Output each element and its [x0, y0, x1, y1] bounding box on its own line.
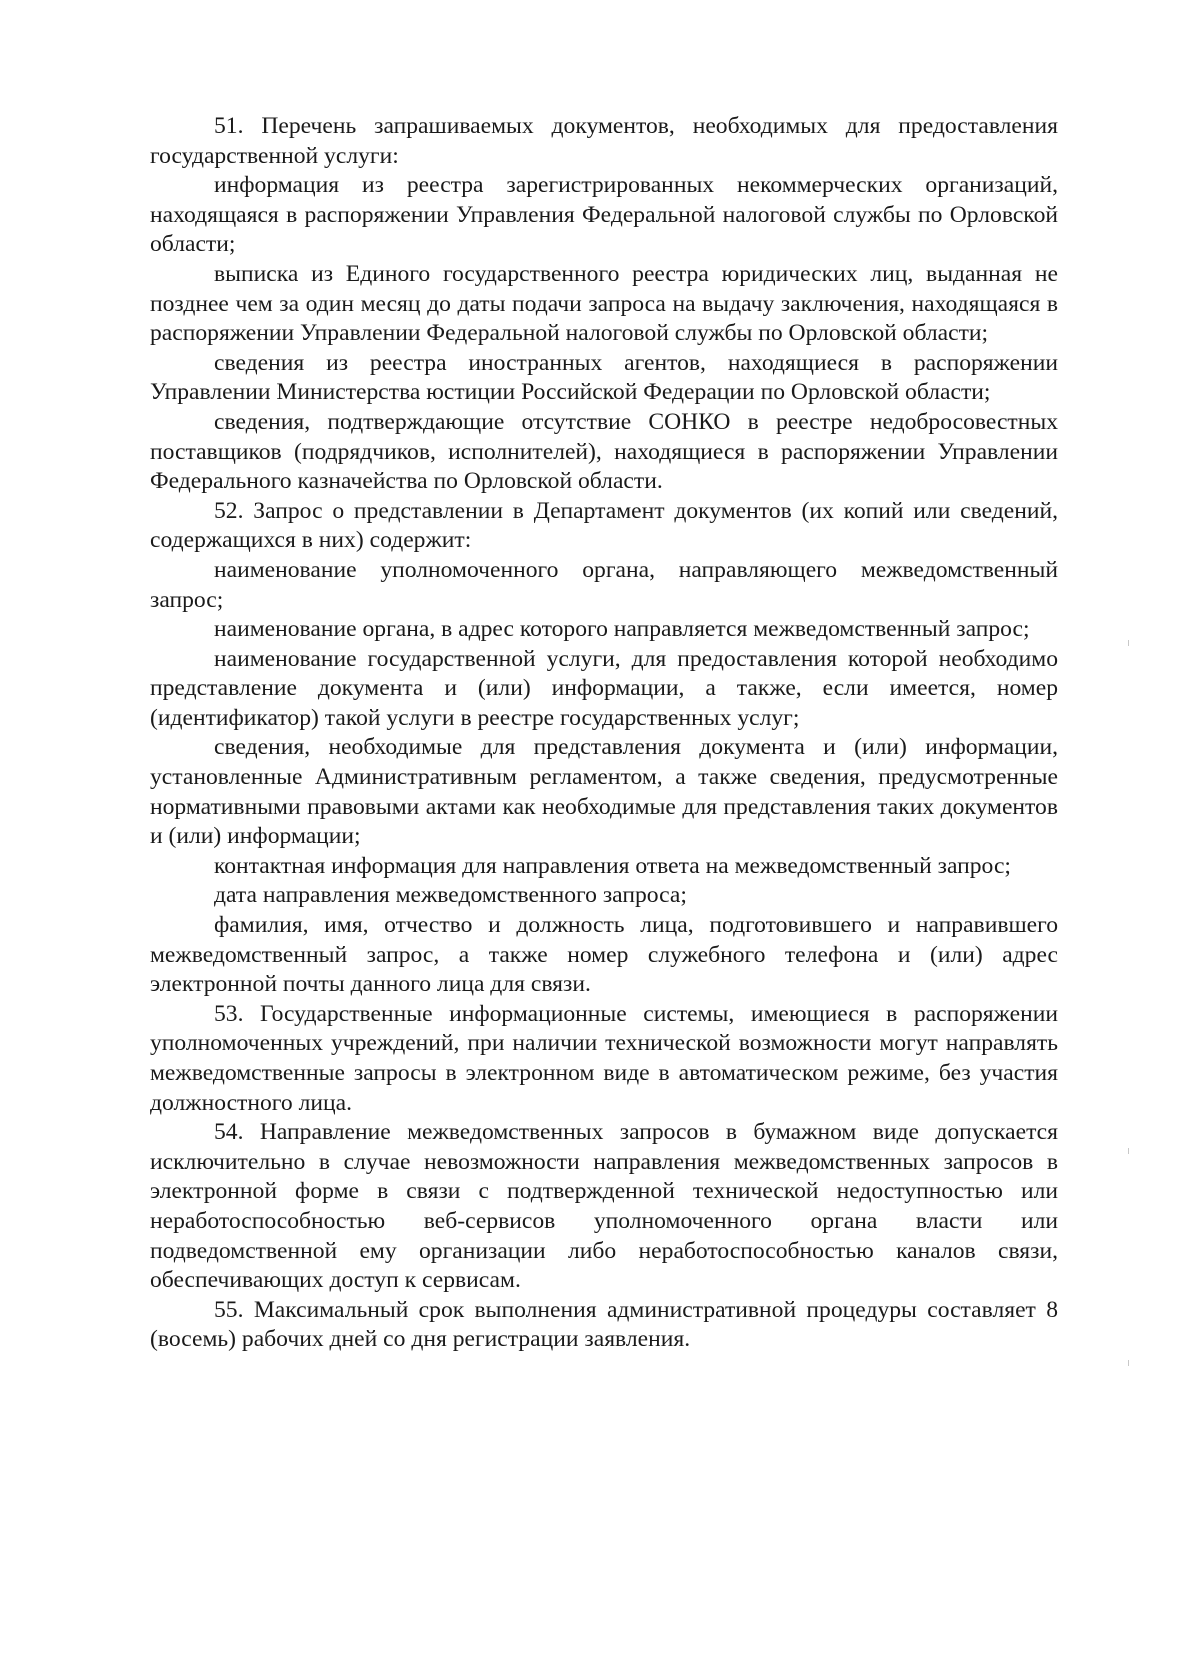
paragraph-53: 53. Государственные информационные системы, имеющиеся в распоряжении уполномоченных учреждений, при наличии технической возможности могут направлять межведомственные запросы в электронном виде в автоматическом режиме, без участия должностного лица.: [150, 1000, 1058, 1116]
scan-artifact-mark: [1128, 1148, 1129, 1154]
list-item-requesting-body: наименование уполномоченного органа, направляющего межведомственный запрос;: [150, 556, 1058, 613]
list-item-required-info: сведения, необходимые для представления документа и (или) информации, установленные Административным регламентом, а также сведения, предусмотренные нормативными правовыми актами как необходимые для представления таких документов и (или) информации;: [150, 734, 1058, 850]
scan-artifact-mark: [1128, 1360, 1129, 1366]
list-item-request-date: дата направления межведомственного запроса;: [214, 882, 687, 909]
paragraph-55: 55. Максимальный срок выполнения административной процедуры составляет 8 (восемь) рабочих дней со дня регистрации заявления.: [150, 1296, 1058, 1353]
list-item-service-name: наименование государственной услуги, для предоставления которой необходимо представление документа и (или) информации, а также, если имеется, номер (идентификатор) такой услуги в реестре государственных услуг;: [150, 645, 1058, 731]
paragraph-54: 54. Направление межведомственных запросов в бумажном виде допускается исключительно в случае невозможности направления межведомственных запросов в электронной форме в связи с подтвержденной технической недоступностью или неработоспособностью веб-сервисов уполномоченного органа власти или подведомственной ему организации либо неработоспособностью каналов связи, обеспечивающих доступ к сервисам.: [150, 1119, 1058, 1294]
list-item-contact-info: контактная информация для направления ответа на межведомственный запрос;: [214, 852, 1011, 879]
scan-artifact-mark: [1128, 640, 1129, 646]
document-body: [150, 112, 1058, 1355]
list-item-unfair-suppliers: сведения, подтверждающие отсутствие СОНКО в реестре недобросовестных поставщиков (подрядчиков, исполнителей), находящиеся в распоряжении Управлении Федерального казначейства по Орловской области.: [150, 408, 1058, 495]
list-item-foreign-agents: сведения из реестра иностранных агентов, находящиеся в распоряжении Управлении Министерства юстиции Российской Федерации по Орловской области;: [150, 349, 1058, 406]
list-item-addressee-body: наименование органа, в адрес которого направляется межведомственный запрос;: [214, 616, 1030, 643]
paragraph-51: 51. Перечень запрашиваемых документов, необходимых для предоставления государственной услуги:: [150, 113, 1058, 169]
paragraph-52: 52. Запрос о представлении в Департамент документов (их копий или сведений, содержащихся в них) содержит:: [150, 497, 1058, 554]
list-item-official-details: фамилия, имя, отчество и должность лица, подготовившего и направившего межведомственный запрос, а также номер служебного телефона и (или) адрес электронной почты данного лица для связи.: [150, 912, 1058, 998]
list-item-nko-registry: информация из реестра зарегистрированных некоммерческих организаций, находящаяся в распоряжении Управления Федеральной налоговой службы по Орловской области;: [150, 172, 1058, 258]
list-item-egrul-extract: выписка из Единого государственного реестра юридических лиц, выданная не позднее чем за один месяц до даты подачи запроса на выдачу заключения, находящаяся в распоряжении Управлении Федеральной налоговой службы по Орловской области;: [150, 260, 1058, 347]
